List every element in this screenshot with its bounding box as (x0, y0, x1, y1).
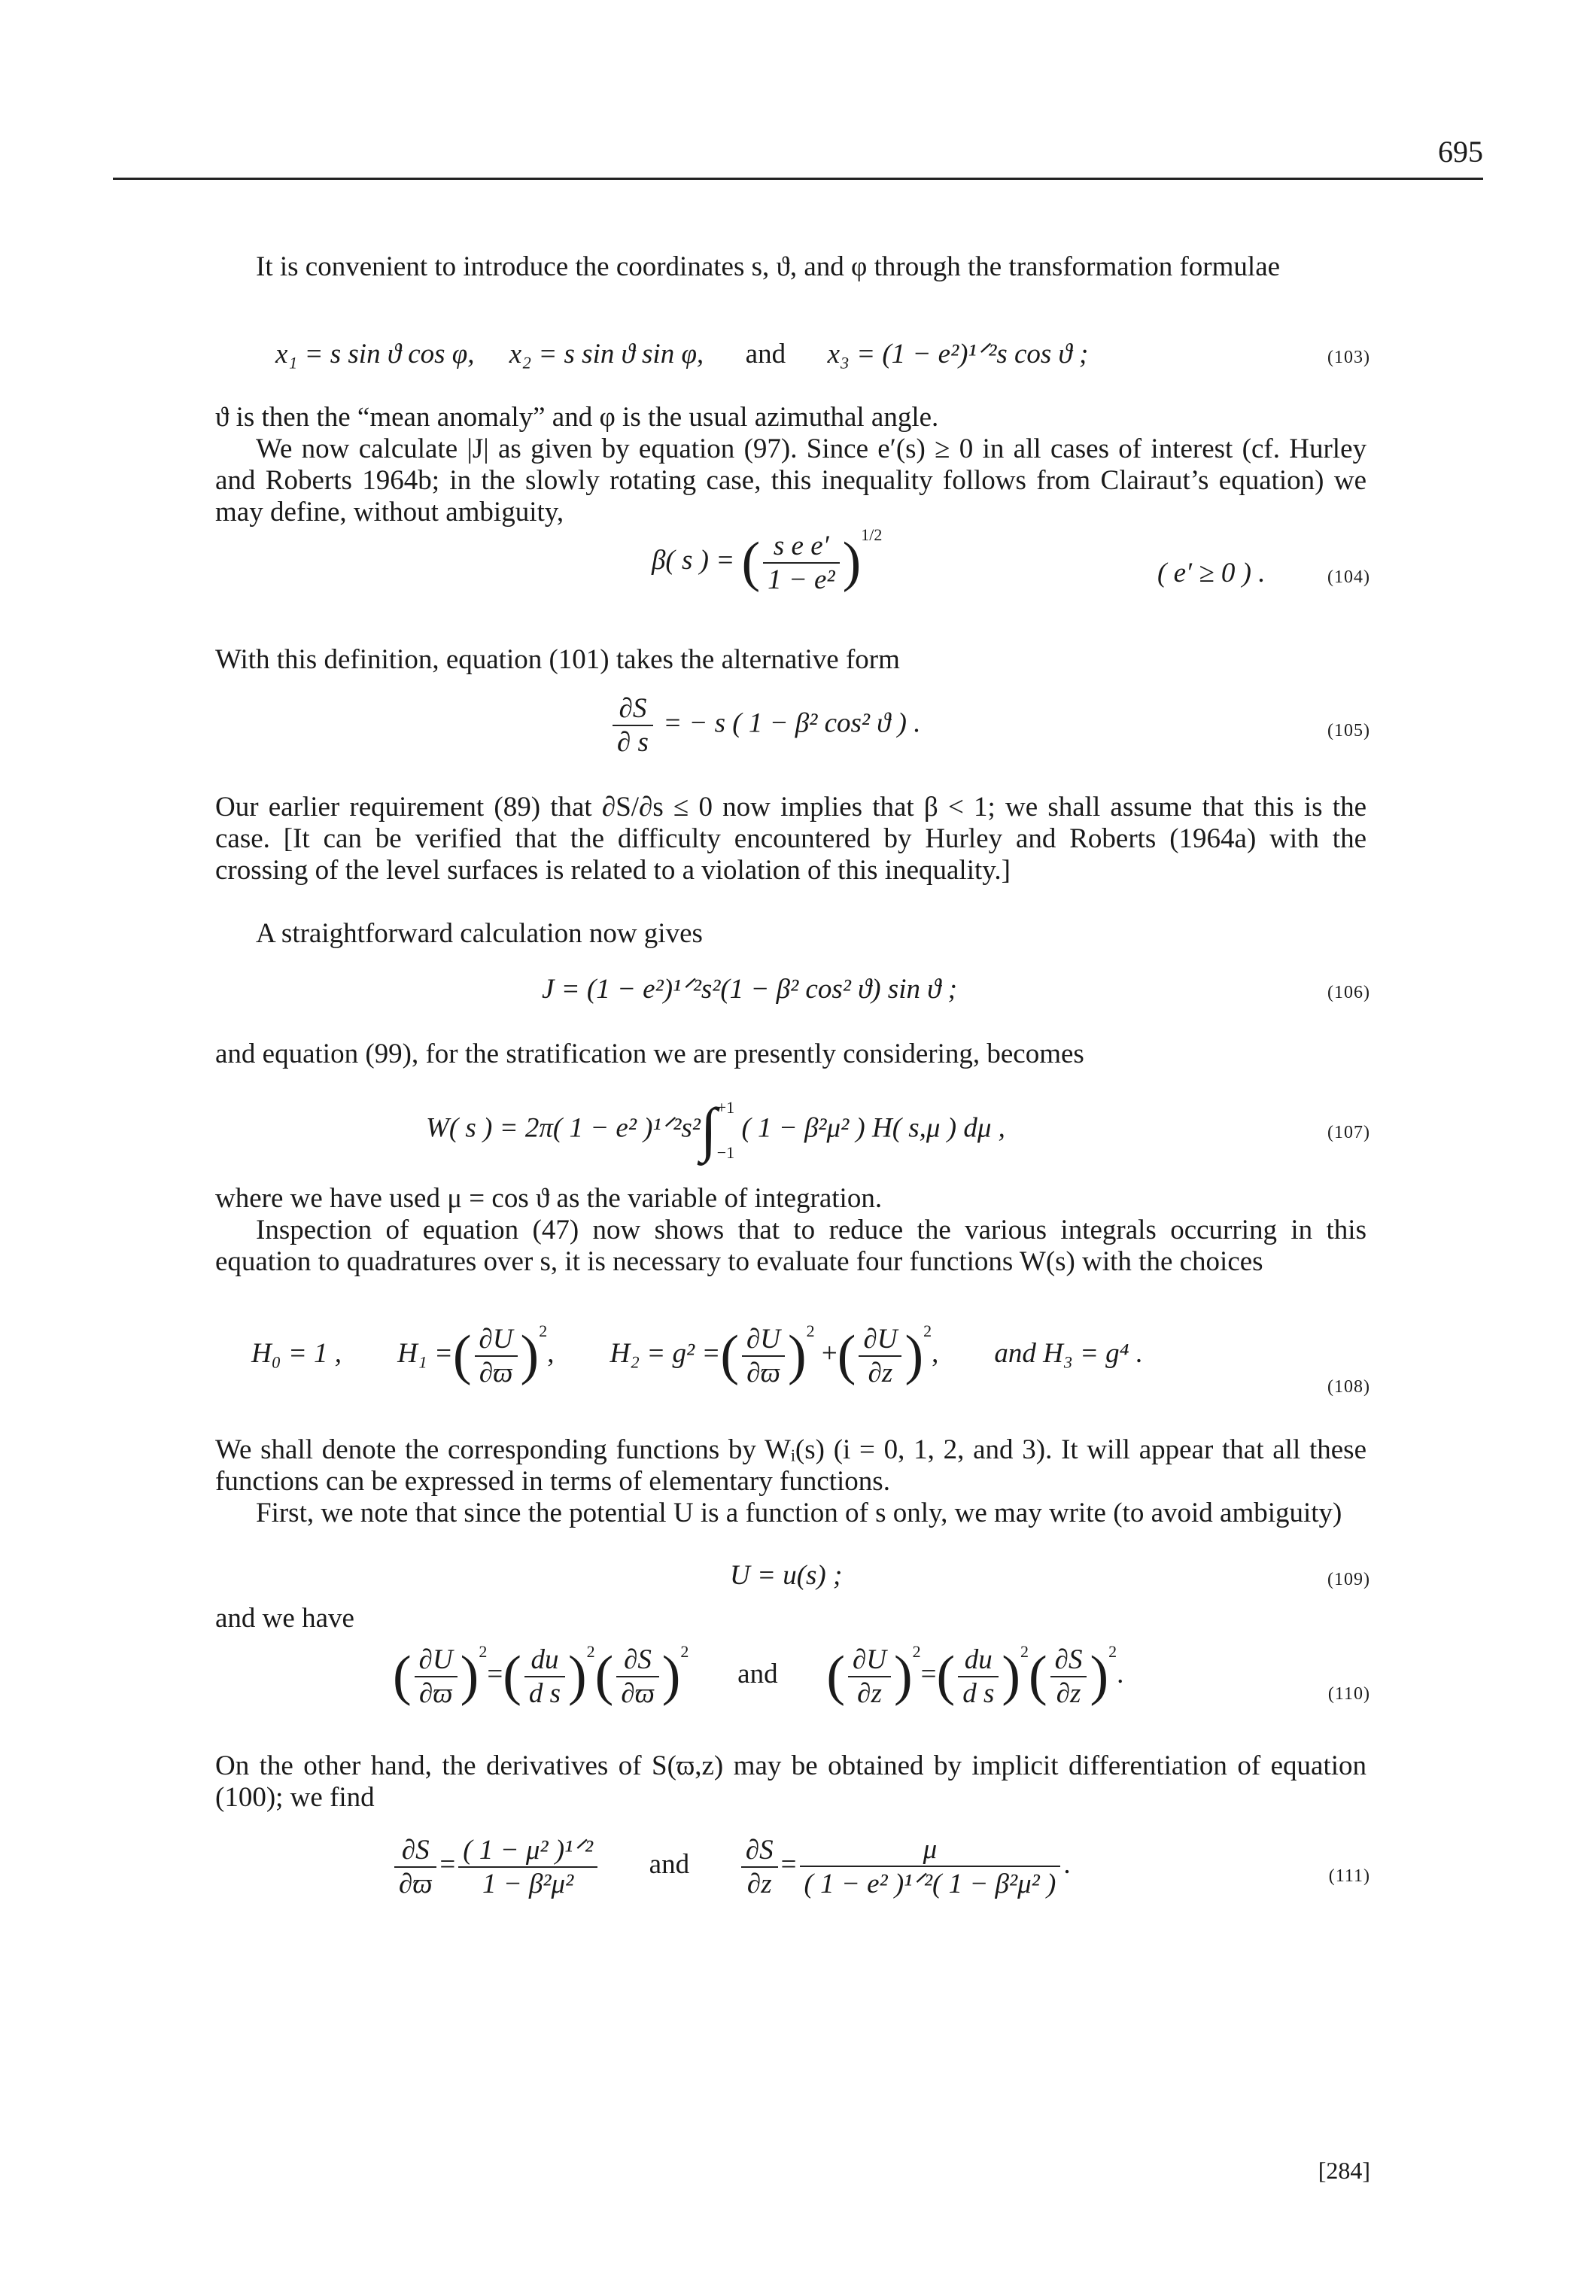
eq110-paren: ( (594, 1645, 614, 1708)
eq108-frac-1 (475, 1323, 518, 1389)
equation-number-111: (111) (1328, 1866, 1370, 1886)
eq110-paren: ( (393, 1645, 412, 1708)
eq111-frac-4 (800, 1833, 1061, 1900)
eq108-frac-2 (742, 1323, 785, 1389)
paragraph-calculate-j: We now calculate |J| as given by equation (97). Since e′(s) ≥ 0 in all cases of interest (cf. Hurley and Roberts 1964b; in the slowly rotating case, this inequality follows from Clairaut’s equation) we may define, without ambiguity, (215, 433, 1366, 528)
eq110-frac-2 (524, 1644, 565, 1710)
eq103-and: and (745, 339, 786, 369)
eq108-paren: ) (904, 1324, 924, 1387)
eq108-sq: 2 (923, 1321, 932, 1340)
eq110-frac-5-num: du (958, 1644, 999, 1677)
eq108-frac-1-num: ∂U (475, 1323, 518, 1357)
eq103-part-b: x₂ = s sin ϑ sin φ, (509, 339, 704, 369)
eq110-paren: ) (460, 1645, 479, 1708)
eq107-lhs: W( s ) = 2π( 1 − e² )¹ᐟ²s² (426, 1112, 701, 1144)
equation-number-104: (104) (1327, 567, 1370, 587)
eq108-frac-2-num: ∂U (742, 1323, 785, 1357)
eq110-frac-2-den: d s (528, 1677, 561, 1709)
eq108-h2: H₂ = g² = (610, 1338, 721, 1369)
eq108-paren: ( (837, 1324, 856, 1387)
eq104-exponent: 1/2 (861, 525, 883, 544)
eq110-frac-1 (415, 1644, 458, 1710)
page-footer-number: [284] (1318, 2157, 1370, 2184)
eq110-frac-3-den: ∂ϖ (621, 1677, 655, 1709)
equation-number-110: (110) (1327, 1684, 1370, 1704)
header-rule (113, 178, 1483, 180)
eq105-fraction (613, 692, 653, 759)
eq111-frac-4-den: ( 1 − e² )¹ᐟ²( 1 − β²μ² ) (804, 1869, 1056, 1899)
eq108-sq: 2 (539, 1321, 548, 1340)
eq110-sq: 2 (586, 1642, 595, 1661)
eq110-paren: ) (1002, 1645, 1021, 1708)
eq111-frac-3-den: ∂z (746, 1868, 772, 1899)
eq103-part-a: x₁ = s sin ϑ cos φ, (275, 339, 475, 369)
eq110-paren: ( (936, 1645, 956, 1708)
eq110-sq: 2 (1020, 1642, 1029, 1661)
equation-111: $\frac{\partial S}{\partial ϖ}$ = $\frac{\text{( 1 − μ² )¹ᐟ²}}{\text{1 − β²μ²}}$ and $\frac{\partial S}{\partial z}$ = $\frac{\mu}{\text{( 1 − e² )¹ᐟ²( 1 − β²μ² )}}$ . (391, 1833, 1071, 1900)
eq108-frac-1-den: ∂ϖ (479, 1357, 513, 1388)
eq104-paren-open: ( (741, 531, 761, 594)
eq104-numerator: s e e′ (763, 530, 839, 564)
eq110-paren: ) (661, 1645, 681, 1708)
eq110-paren: ( (503, 1645, 521, 1708)
eq107-lower-limit: −1 (716, 1143, 735, 1162)
equation-number-103: (103) (1327, 348, 1370, 367)
page-number: 695 (1438, 135, 1483, 169)
eq108-paren: ( (452, 1324, 472, 1387)
eq110-paren: ( (826, 1645, 845, 1708)
equation-103 (275, 337, 1088, 370)
eq110-paren: ) (894, 1645, 913, 1708)
paragraph-mu: where we have used μ = cos ϑ as the variable of integration. (215, 1183, 883, 1214)
eq110-sq: 2 (912, 1642, 921, 1661)
eq104-paren-close: ) (842, 531, 862, 594)
eq110-paren: ) (1090, 1645, 1109, 1708)
paragraph-definition: With this definition, equation (101) takes the alternative form (215, 644, 900, 675)
paragraph-calculation: A straightforward calculation now gives (256, 918, 703, 949)
eq110-paren: ) (568, 1645, 587, 1708)
eq108-frac-3-num: ∂U (859, 1323, 901, 1357)
paragraph-intro: It is convenient to introduce the coordinates s, ϑ, and φ through the transformation formulae (256, 251, 1281, 282)
eq108-sq: 2 (806, 1321, 815, 1340)
paragraph-mean-anomaly: ϑ is then the “mean anomaly” and φ is the usual azimuthal angle. (215, 402, 939, 433)
equation-105 (610, 692, 920, 759)
eq110-frac-1-num: ∂U (415, 1644, 458, 1677)
eq105-rhs: = − s ( 1 − β² cos² ϑ ) . (663, 707, 921, 739)
eq107-limits (717, 1085, 734, 1175)
eq108-plus: + (821, 1338, 838, 1369)
paragraph-potential: First, we note that since the potential U is a function of s only, we may write (to avoid ambiguity) (256, 1498, 1342, 1528)
eq110-frac-6-den: ∂z (1056, 1677, 1081, 1709)
equation-number-107: (107) (1327, 1123, 1370, 1142)
eq110-sq: 2 (1108, 1642, 1117, 1661)
eq110-and: and (737, 1659, 778, 1689)
eq111-frac-1-num: ∂S (394, 1834, 436, 1868)
equation-number-105: (105) (1327, 721, 1370, 740)
eq107-integrand: ( 1 − β²μ² ) H( s,μ ) dμ , (741, 1112, 1005, 1144)
eq111-frac-3 (741, 1834, 778, 1900)
eq107-upper-limit: +1 (716, 1098, 735, 1117)
eq110-frac-5 (958, 1644, 999, 1710)
eq108-h1: H₁ = (397, 1338, 453, 1369)
eq110-paren: ( (1029, 1645, 1047, 1708)
eq111-frac-1 (394, 1834, 436, 1900)
paragraph-implicit: On the other hand, the derivatives of S(ϖ,z) may be obtained by implicit differentiation of equation (100); we find (215, 1750, 1366, 1813)
eq111-and: and (649, 1848, 690, 1880)
paragraph-stratification: and equation (99), for the stratification we are presently considering, becomes (215, 1039, 1084, 1069)
eq111-frac-1-den: ∂ϖ (399, 1868, 433, 1899)
equation-109: U = u(s) ; (730, 1560, 843, 1591)
eq108-paren: ( (720, 1324, 739, 1387)
equation-number-108: (108) (1327, 1377, 1370, 1397)
equation-106: J = (1 − e²)¹ᐟ²s²(1 − β² cos² ϑ) sin ϑ ; (542, 974, 957, 1005)
equation-number-106: (106) (1327, 983, 1370, 1002)
eq110-frac-4 (848, 1644, 891, 1710)
eq110-frac-6 (1050, 1644, 1087, 1710)
eq108-h0: H₀ = 1 , (251, 1338, 342, 1369)
paragraph-denote: We shall denote the corresponding functions by Wᵢ(s) (i = 0, 1, 2, and 3). It will appear that all these functions can be expressed in terms of elementary functions. (215, 1434, 1366, 1497)
eq110-frac-4-num: ∂U (848, 1644, 891, 1677)
eq108-h3: and H₃ = g⁴ . (994, 1338, 1144, 1369)
eq110-frac-6-num: ∂S (1050, 1644, 1087, 1677)
paragraph-and-we-have: and we have (215, 1603, 354, 1634)
eq111-frac-2-num: ( 1 − μ² )¹ᐟ² (458, 1833, 597, 1868)
eq110-frac-3 (616, 1644, 658, 1710)
eq110-frac-5-den: d s (962, 1677, 995, 1709)
paragraph-inspection: Inspection of equation (47) now shows that to reduce the various integrals occurring in this equation to quadratures over s, it is necessary to evaluate four functions W(s) with the choices (215, 1215, 1366, 1277)
eq108-paren: ) (520, 1324, 540, 1387)
eq105-numerator: ∂S (613, 692, 653, 726)
eq105-denominator: ∂ s (617, 727, 649, 758)
eq110-frac-1-den: ∂ϖ (418, 1677, 453, 1709)
eq108-paren: ) (788, 1324, 807, 1387)
eq110-sq: 2 (680, 1642, 689, 1661)
eq110-frac-4-den: ∂z (857, 1677, 882, 1709)
eq110-frac-3-num: ∂S (616, 1644, 658, 1677)
eq110-frac-2-num: du (524, 1644, 565, 1677)
equation-107 (426, 1085, 1005, 1175)
eq104-denominator: 1 − e² (768, 564, 835, 595)
eq111-frac-3-num: ∂S (741, 1834, 778, 1868)
equation-108: H₀ = 1 , H₁ =( $\frac{\partial U}{\partial ϖ}$ )$^2$, H₂ = g² =( $\frac{\partial U}{\partial ϖ}$ )$^2$ +( $\frac{\partial U}{\partial z}$ )$^2$, and H₃ = g⁴ . (251, 1321, 1144, 1388)
eq110-sq: 2 (479, 1642, 488, 1661)
eq108-frac-2-den: ∂ϖ (746, 1357, 780, 1388)
eq104-fraction (763, 530, 839, 596)
eq108-frac-3 (859, 1323, 901, 1389)
equation-number-109: (109) (1327, 1570, 1370, 1589)
eq111-frac-2 (458, 1833, 597, 1900)
eq104-lhs: β( s ) = (652, 545, 735, 576)
equation-104 (652, 525, 882, 596)
eq103-part-c: x₃ = (1 − e²)¹ᐟ²s cos ϑ ; (827, 339, 1089, 369)
eq111-frac-4-num: μ (800, 1833, 1061, 1867)
eq108-frac-3-den: ∂z (868, 1357, 893, 1388)
eq111-frac-2-den: 1 − β²μ² (482, 1869, 574, 1899)
equation-110: ( $\frac{\partial U}{\partial ϖ}$ )$^2$=( $\frac{du}{\text{d s}}$ )$^2$( $\frac{\partial S}{\partial ϖ}$ )$^2$ and ( $\frac{\partial U}{\partial z}$ )$^2$=( $\frac{du}{\text{d s}}$ )$^2$( $\frac{\partial S}{\partial z}$ )$^2$. (393, 1642, 1124, 1709)
equation-104-condition: ( e′ ≥ 0 ) . (1157, 558, 1266, 588)
paragraph-requirement: Our earlier requirement (89) that ∂S/∂s ≤ 0 now implies that β < 1; we shall assume that this is the case. [It can be verified that the difficulty encountered by Hurley and Roberts (1964a) with the crossing of the level surfaces is related to a violation of this inequality.] (215, 792, 1366, 886)
integral-sign: ∫ (700, 1096, 717, 1163)
